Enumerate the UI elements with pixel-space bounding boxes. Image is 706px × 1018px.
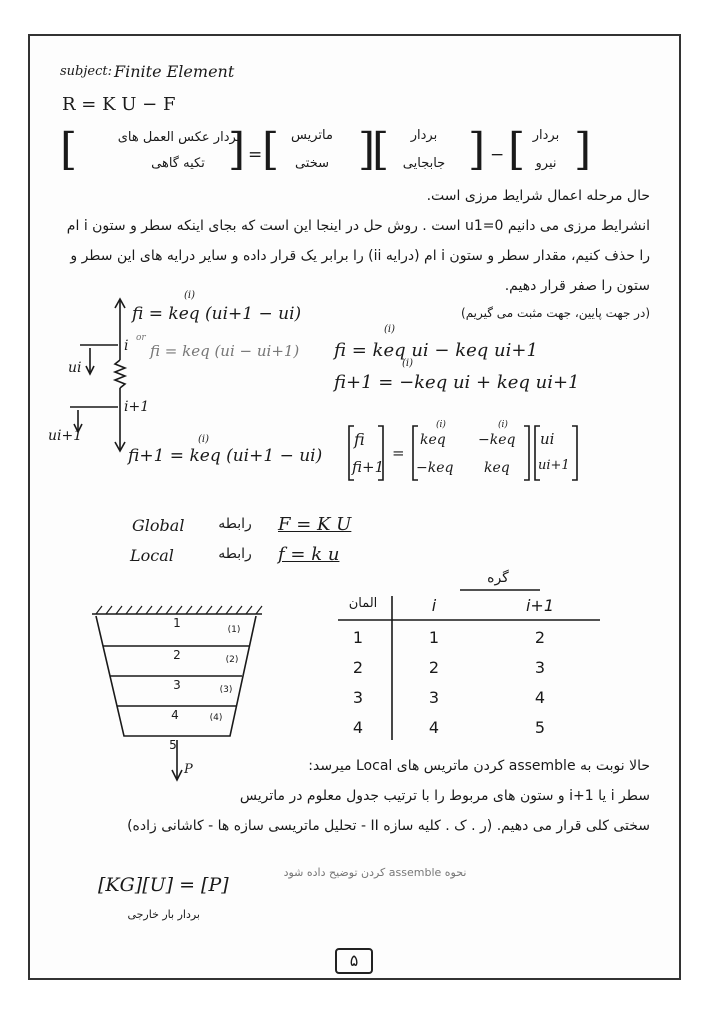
matrix-lhs-fi: fi bbox=[354, 430, 365, 449]
spring-force-top-sup: (i) bbox=[184, 290, 196, 301]
table-row-2-i1: 3 bbox=[534, 658, 546, 677]
reaction-vector-line2: تکیه گاهی bbox=[151, 156, 205, 171]
minus-sign: − bbox=[490, 145, 505, 165]
table-row-4-element: 4 bbox=[352, 718, 364, 737]
local-word: رابطه bbox=[218, 546, 252, 562]
stiffness-bracket-open: [ bbox=[262, 124, 280, 175]
table-row-4-i1: 5 bbox=[534, 718, 546, 737]
subject-label: subject: bbox=[60, 64, 112, 79]
disp-line2: جابجایی bbox=[402, 156, 446, 171]
table-header-element: المان bbox=[348, 596, 378, 611]
load-label: P bbox=[184, 762, 193, 777]
positive-direction-note: (در جهت پایین، جهت مثبت می گیریم) bbox=[461, 306, 650, 320]
matrix-k11: keq bbox=[420, 432, 446, 448]
table-row-1-element: 1 bbox=[352, 628, 364, 647]
global-system-equation: [KG][U] = [P] bbox=[98, 874, 229, 896]
truss-node-1: 1 bbox=[173, 616, 181, 630]
truss-element-1: (1) bbox=[227, 625, 241, 635]
assemble-line1: حالا نوبت به assemble کردن ماتریس های Local میرسد: bbox=[308, 758, 650, 774]
truss-element-4: (4) bbox=[209, 713, 223, 723]
truss-node-4: 4 bbox=[171, 708, 179, 722]
disp-bracket-open: [ bbox=[372, 124, 390, 175]
paragraph-line1: حال مرحله اعمال شرایط مرزی است. bbox=[426, 188, 650, 204]
table-row-3-i1: 4 bbox=[534, 688, 546, 707]
table-group-header: گره bbox=[487, 570, 509, 586]
page-number: ۵ bbox=[335, 948, 373, 974]
ui-label: ui bbox=[68, 360, 82, 376]
truss-node-5: 5 bbox=[169, 738, 177, 752]
left-bracket-open: [ bbox=[60, 124, 78, 175]
global-word: رابطه bbox=[218, 516, 252, 532]
local-label: Local bbox=[130, 546, 174, 565]
matrix-sup-2: (i) bbox=[498, 420, 508, 430]
left-bracket-close: ] bbox=[228, 124, 246, 175]
table-row-3-i: 3 bbox=[428, 688, 440, 707]
paragraph-line2: انشرایط مرزی می دانیم u1=0 است . روش حل در اینجا این است که بجای اینکه سطر و ستون i ام bbox=[66, 218, 650, 234]
force-line2: نیرو bbox=[535, 156, 557, 171]
equation-fi-sup: (i) bbox=[384, 324, 396, 335]
table-row-1-i: 1 bbox=[428, 628, 440, 647]
matrix-lhs-fi1: fi+1 bbox=[352, 458, 385, 476]
subject-value: Finite Element bbox=[114, 62, 235, 81]
table-row-2-i: 2 bbox=[428, 658, 440, 677]
table-row-3-element: 3 bbox=[352, 688, 364, 707]
stiffness-bracket-close: ] bbox=[358, 124, 376, 175]
stiffness-line1: ماتریس bbox=[291, 128, 333, 143]
matrix-k21: −keq bbox=[416, 460, 454, 476]
assemble-line2: سطر i یا i+1 و ستون های مربوط را با ترتیب جدول معلوم در ماتریس bbox=[239, 788, 650, 804]
disp-line1: بردار bbox=[410, 128, 438, 143]
global-equation: F = K U bbox=[278, 514, 352, 535]
force-line1: بردار bbox=[532, 128, 560, 143]
local-equation: f = k u bbox=[278, 544, 340, 565]
assemble-note: نحوه assemble کردن توضیح داده شود bbox=[283, 866, 467, 879]
matrix-rhs-ui1: ui+1 bbox=[538, 458, 570, 473]
ui1-label: ui+1 bbox=[48, 428, 83, 444]
node-i1-label: i+1 bbox=[124, 399, 150, 415]
reaction-vector-line1: بردار عکس العمل های bbox=[117, 130, 241, 145]
stiffness-line2: سختی bbox=[294, 156, 330, 171]
matrix-equals: = bbox=[392, 444, 405, 462]
table-row-1-i1: 2 bbox=[534, 628, 546, 647]
table-row-4-i: 4 bbox=[428, 718, 440, 737]
matrix-k22: keq bbox=[484, 460, 510, 476]
equation-r-ku-f: R = K U − F bbox=[62, 94, 176, 115]
or-label: or bbox=[136, 333, 146, 343]
equation-fi1-sup: (i) bbox=[402, 358, 414, 369]
matrix-k12: −keq bbox=[478, 432, 516, 448]
equation-fi1: fi+1 = −keq ui + keq ui+1 bbox=[334, 372, 580, 393]
disp-bracket-close: ] bbox=[468, 124, 486, 175]
table-row-2-element: 2 bbox=[352, 658, 364, 677]
table-header-i1: i+1 bbox=[525, 596, 555, 615]
truss-element-2: (2) bbox=[225, 655, 239, 665]
equals-sign: = bbox=[248, 145, 263, 165]
external-load-caption: بردار بار خارجی bbox=[127, 908, 200, 921]
spring-force-top: fi = keq (ui+1 − ui) bbox=[132, 304, 302, 324]
table-header-i: i bbox=[431, 596, 437, 615]
matrix-sup-1: (i) bbox=[436, 420, 446, 430]
alt-equation: fi = keq (ui − ui+1) bbox=[150, 342, 300, 360]
paragraph-line4: ستون را صفر قرار دهیم. bbox=[504, 278, 650, 294]
matrix-rhs-ui: ui bbox=[540, 430, 555, 448]
equation-fi: fi = keq ui − keq ui+1 bbox=[334, 340, 538, 361]
global-label: Global bbox=[132, 516, 185, 535]
truss-node-3: 3 bbox=[173, 678, 181, 692]
paragraph-line3: را حذف کنیم، مقدار سطر و ستون i ام (درایه ii) را برابر یک قرار داده و سایر درایه های این سطر و bbox=[70, 248, 650, 264]
force-bracket-close: ] bbox=[574, 124, 592, 175]
force-bracket-open: [ bbox=[508, 124, 526, 175]
assemble-line3: سختی کلی قرار می دهیم. (ر . ک . کلیه سازه II - تحلیل ماتریسی سازه ها - کاشانی زاده) bbox=[127, 818, 650, 834]
truss-element-3: (3) bbox=[219, 685, 233, 695]
node-i-label: i bbox=[124, 338, 129, 354]
spring-force-bottom: fi+1 = keq (ui+1 − ui) bbox=[128, 446, 323, 466]
spring-force-bottom-sup: (i) bbox=[198, 434, 210, 445]
truss-node-2: 2 bbox=[173, 648, 181, 662]
